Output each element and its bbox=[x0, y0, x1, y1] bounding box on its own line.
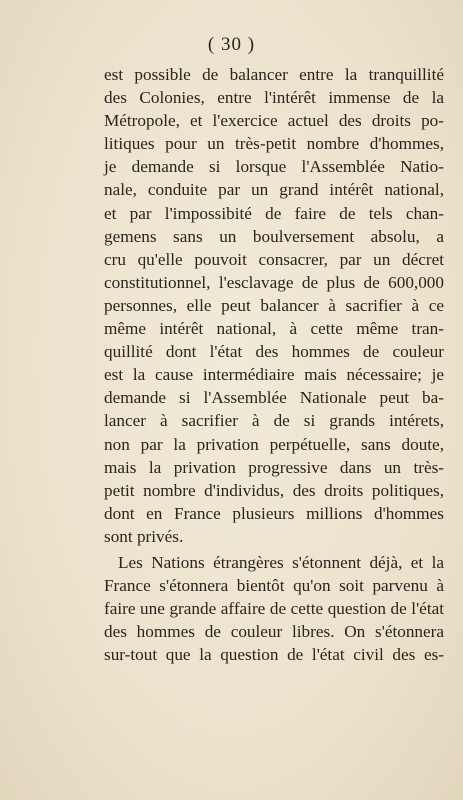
body-text bbox=[104, 63, 444, 666]
text-line: je demande si lorsque l'Assemblée Natio- bbox=[104, 157, 444, 177]
text-line: sont privés. bbox=[104, 526, 184, 546]
text-line: Les Nations étrangères s'étonnent déjà, et la bbox=[118, 552, 444, 572]
text-line: des Colonies, entre l'intérêt immense de la bbox=[104, 88, 444, 108]
text-line: petit nombre d'individus, des droits politiques, bbox=[104, 480, 444, 500]
text-line: litiques pour un très-petit nombre d'hommes, bbox=[104, 134, 444, 154]
text-line: gemens sans un boulversement absolu, a bbox=[104, 226, 444, 246]
text-line: demande si l'Assemblée Nationale peut ba- bbox=[104, 388, 444, 408]
paragraph-2 bbox=[104, 551, 444, 666]
text-line: lancer à sacrifier à de si grands intérets, bbox=[104, 411, 444, 431]
text-line: des hommes de couleur libres. On s'étonnera bbox=[104, 622, 444, 642]
text-line: est possible de balancer entre la tranquillité bbox=[104, 65, 444, 84]
text-line: personnes, elle peut balancer à sacrifier à ce bbox=[104, 295, 444, 315]
text-line: mais la privation progressive dans un très- bbox=[104, 457, 444, 477]
text-line: cru qu'elle pouvoit consacrer, par un décret bbox=[104, 249, 444, 269]
text-line: est la cause intermédiaire mais nécessaire; je bbox=[104, 365, 444, 385]
text-line: nale, conduite par un grand intérêt national, bbox=[104, 180, 444, 200]
text-line: faire une grande affaire de cette question de l'état bbox=[104, 599, 444, 619]
text-line: France s'étonnera bientôt qu'on soit parvenu à bbox=[104, 576, 444, 596]
text-line: non par la privation perpétuelle, sans doute, bbox=[104, 434, 444, 454]
text-line: Métropole, et l'exercice actuel des droits po- bbox=[104, 111, 444, 131]
page-number: ( 30 ) bbox=[207, 34, 256, 55]
paragraph-1 bbox=[104, 63, 444, 548]
text-line: sur-tout que la question de l'état civil des es- bbox=[104, 645, 444, 665]
text-line: quillité dont l'état des hommes de couleur bbox=[104, 342, 444, 362]
text-line: même intérêt national, à cette même tran- bbox=[104, 319, 444, 339]
text-line: constitutionnel, l'esclavage de plus de 600,000 bbox=[104, 272, 444, 292]
text-line: dont en France plusieurs millions d'hommes bbox=[104, 503, 444, 523]
text-line: et par l'impossibité de faire de tels chan- bbox=[104, 203, 444, 223]
